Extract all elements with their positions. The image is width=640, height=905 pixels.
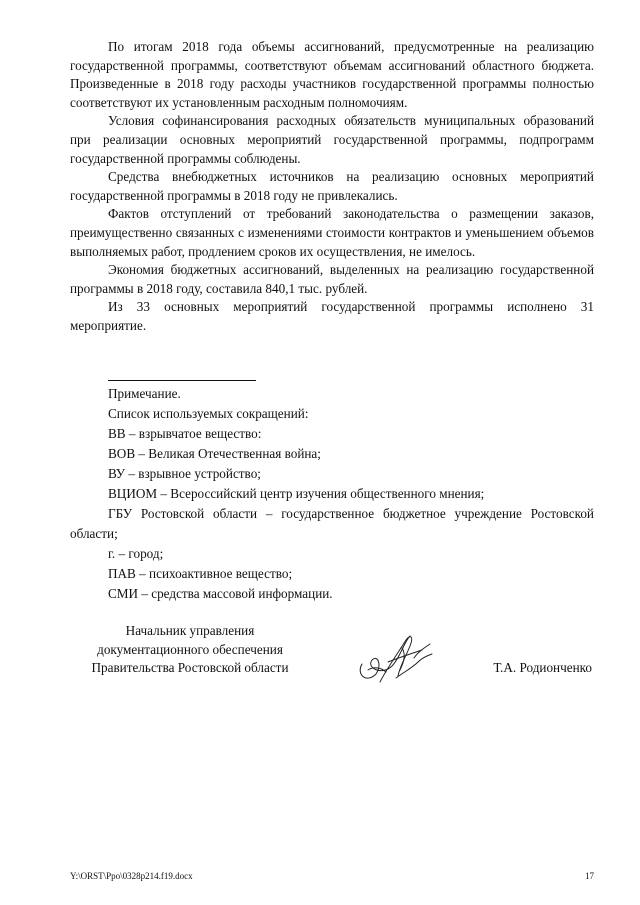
abbreviation-item: ВВ – взрывчатое вещество:	[108, 426, 262, 441]
handwritten-signature-icon	[352, 626, 442, 688]
signer-position-line: документационного обеспечения	[97, 641, 283, 657]
signer-name: Т.А. Родионченко	[493, 660, 592, 675]
page-number: 17	[585, 871, 594, 881]
paragraph-cofinancing: Условия софинансирования расходных обязательств муниципальных образований при реализации основных мероприятий государственной программы, подпрограмм государственной программы соблюдены.	[70, 113, 594, 166]
abbreviations-note	[70, 384, 594, 604]
abbreviation-item: ПАВ – психоактивное вещество;	[108, 566, 293, 581]
signer-position	[70, 622, 310, 678]
main-text	[70, 38, 594, 336]
abbreviation-item: ГБУ Ростовской области – государственное бюджетное учреждение Ростовской области;	[70, 506, 594, 541]
paragraph-procurement: Фактов отступлений от требований законодательства о размещении заказов, преимущественно связанных с изменениями стоимости контрактов и уменьшением объемов выполняемых работ, продлением сроков их осуществления, не имелось.	[70, 206, 594, 259]
file-path: Y:\ORST\Ppo\0328p214.f19.docx	[70, 871, 193, 881]
note-heading: Примечание.	[108, 386, 181, 401]
abbreviation-item: ВУ – взрывное устройство;	[108, 466, 261, 481]
abbreviation-item: СМИ – средства массовой информации.	[108, 586, 333, 601]
abbreviations-title: Список используемых сокращений:	[108, 406, 309, 421]
paragraph-savings: Экономия бюджетных ассигнований, выделенных на реализацию государственной программы в 2018 году, составила 840,1 тыс. рублей.	[70, 262, 594, 296]
paragraph-budget-allocations: По итогам 2018 года объемы ассигнований, предусмотренные на реализацию государственной программы, соответствуют объемам ассигнований областного бюджета. Произведенные в 2018 году расходы участников государственной программы полностью соответствуют их установленным расходным полномочиям.	[70, 39, 594, 110]
paragraph-activities-completed: Из 33 основных мероприятий государственной программы исполнено 31 мероприятие.	[70, 299, 594, 333]
signer-position-line: Начальник управления	[125, 623, 255, 638]
abbreviation-item: г. – город;	[108, 546, 164, 561]
footnote-separator	[108, 380, 256, 381]
abbreviation-item: ВЦИОМ – Всероссийский центр изучения общественного мнения;	[108, 486, 485, 501]
abbreviation-item: ВОВ – Великая Отечественная война;	[108, 446, 321, 461]
paragraph-extrabudgetary: Средства внебюджетных источников на реализацию основных мероприятий государственной программы в 2018 году не привлекались.	[70, 169, 594, 203]
signer-position-line: Правительства Ростовской области	[91, 660, 289, 676]
